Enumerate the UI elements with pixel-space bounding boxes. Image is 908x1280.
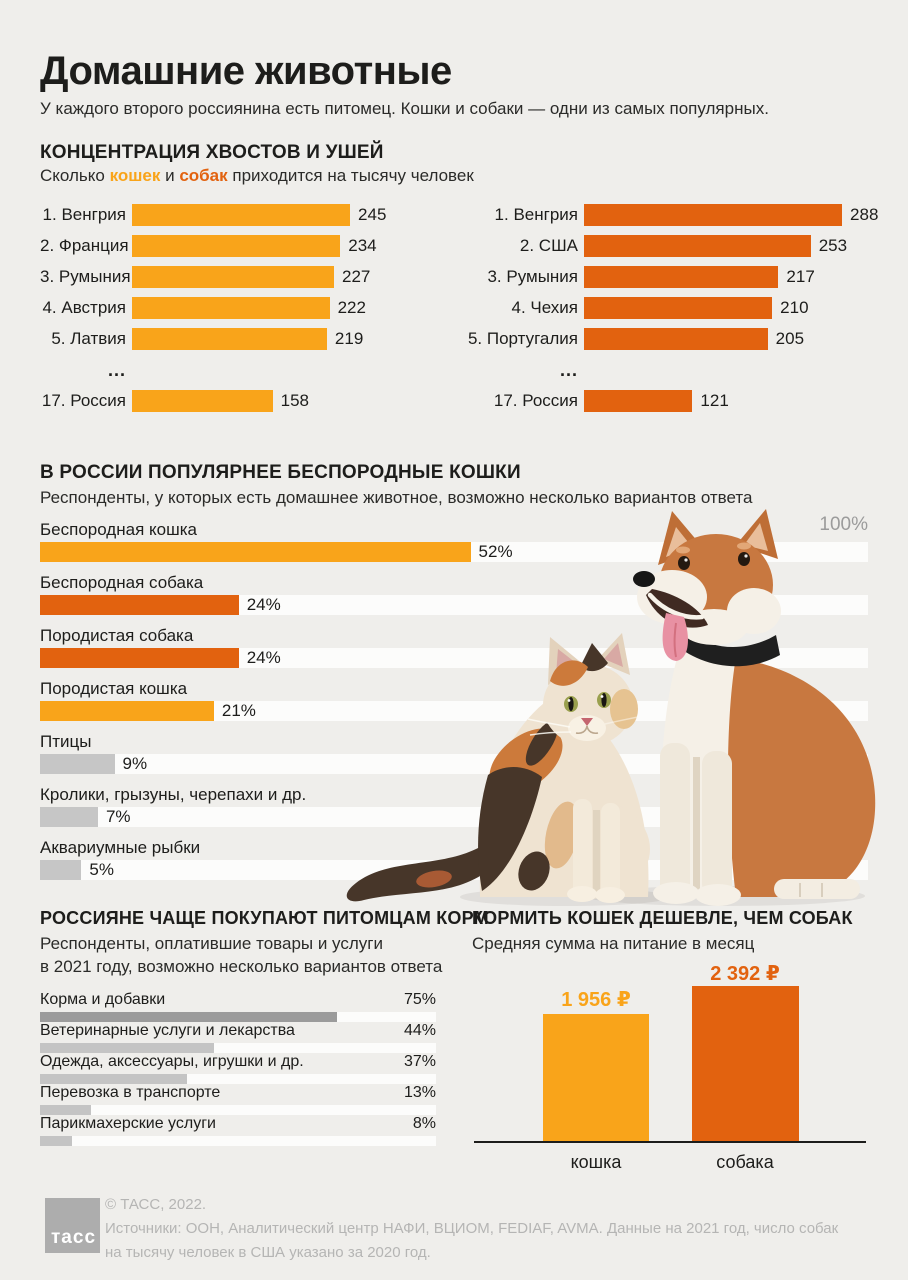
section-purchases-subtitle-line2: в 2021 году, возможно несколько вариантов ответа [40, 957, 443, 976]
rank-label: 5. Латвия [51, 329, 126, 348]
ownership-track [40, 701, 868, 721]
ownership-value: 21% [221, 701, 256, 720]
rank-row [450, 266, 878, 288]
rank-value: 210 [780, 298, 809, 317]
ownership-row [40, 732, 868, 774]
ownership-value: 5% [89, 860, 114, 879]
rank-label: 2. Франция [40, 236, 129, 255]
word-dogs-highlight: собак [179, 166, 228, 185]
rank-value: 234 [348, 236, 377, 255]
tass-logo [45, 1198, 100, 1253]
rank-row [450, 390, 878, 412]
rank-ellipsis: ... [559, 359, 578, 380]
feeding-axis-line [474, 1141, 866, 1143]
purchase-label: Перевозка в транспорте [40, 1084, 221, 1101]
rank-value: 205 [775, 329, 805, 348]
ownership-row [40, 785, 868, 827]
ownership-bar-rodents [40, 807, 98, 827]
cat-food-label: кошка [570, 1152, 622, 1172]
dogs-bar-5 [584, 328, 768, 350]
rank-label: 2. США [519, 236, 578, 255]
section-ownership-subtitle: Респонденты, у которых есть домашнее животное, возможно несколько вариантов ответа [40, 488, 753, 507]
ownership-label: Породистая кошка [40, 679, 188, 698]
purchase-bar-food [40, 1012, 337, 1022]
footer-sources-line2: на тысячу человек в США указано за 2020 год. [105, 1244, 431, 1261]
rank-value: 217 [786, 267, 815, 286]
rank-row [40, 390, 386, 412]
cats-rank-chart [40, 204, 386, 421]
ownership-track [40, 860, 868, 880]
rank-row [40, 266, 386, 288]
rank-value: 227 [342, 267, 371, 286]
ownership-label: Кролики, грызуны, черепахи и др. [40, 785, 307, 804]
purchase-track [40, 1074, 436, 1084]
cats-bar-1 [132, 204, 350, 226]
rank-value: 222 [337, 298, 366, 317]
dogs-bar-1 [584, 204, 842, 226]
purchase-row [40, 1084, 436, 1115]
tass-logo-text: тасс [51, 1227, 97, 1248]
ownership-bar-mixed-dog [40, 595, 239, 615]
purchase-bar-transport [40, 1105, 91, 1115]
section-feeding-subtitle: Средняя сумма на питание в месяц [472, 934, 755, 953]
rank-ellipsis: ... [107, 359, 126, 380]
purchase-bar-vet [40, 1043, 214, 1053]
rank-ellipsis-row [450, 359, 878, 381]
purchase-track [40, 1012, 436, 1022]
ownership-value: 52% [478, 542, 513, 561]
purchase-bar-clothes [40, 1074, 187, 1084]
ownership-bar-birds [40, 754, 115, 774]
dogs-bar-3 [584, 266, 778, 288]
purchase-label: Ветеринарные услуги и лекарства [40, 1022, 295, 1039]
rank-label: 4. Чехия [511, 298, 578, 317]
ownership-label: Беспородная собака [40, 573, 204, 592]
ownership-axis-max-label: 100% [819, 514, 868, 535]
cats-bar-5 [132, 328, 327, 350]
purchases-chart [40, 991, 436, 1146]
rank-value: 288 [850, 205, 879, 224]
rank-label: 1. Венгрия [494, 205, 578, 224]
purchase-value: 75% [403, 991, 436, 1008]
rank-row [450, 328, 878, 350]
purchase-value: 13% [403, 1084, 436, 1101]
dog-food-bar [692, 986, 799, 1141]
cat-food-value: 1 956 ₽ [561, 989, 631, 1011]
ownership-track [40, 595, 868, 615]
rank-row [450, 235, 878, 257]
purchase-value: 44% [403, 1022, 436, 1039]
ownership-bar-purebred-dog [40, 648, 239, 668]
rank-value: 219 [334, 329, 364, 348]
ownership-value: 24% [246, 648, 281, 667]
ownership-bar-mixed-cat [40, 542, 471, 562]
cat-food-bar [543, 1014, 649, 1141]
purchase-value: 37% [403, 1053, 436, 1070]
rank-ellipsis-row [40, 359, 386, 381]
purchase-label: Одежда, аксессуары, игрушки и др. [40, 1053, 304, 1070]
rank-label: 3. Румыния [487, 267, 578, 286]
ownership-label: Породистая собака [40, 626, 194, 645]
dogs-bar-4 [584, 297, 772, 319]
rank-label: 1. Венгрия [42, 205, 126, 224]
section-purchases-subtitle-line1: Респонденты, оплатившие товары и услуги [40, 934, 383, 953]
rank-value: 245 [358, 205, 387, 224]
rank-row [450, 297, 878, 319]
purchase-row [40, 1022, 436, 1053]
rank-label: 4. Австрия [42, 298, 126, 317]
rank-row [40, 297, 386, 319]
section-density-subtitle [40, 166, 474, 186]
density-sub-and: и [160, 166, 180, 185]
purchase-track [40, 1043, 436, 1053]
purchase-bar-grooming [40, 1136, 72, 1146]
cats-bar-4 [132, 297, 330, 319]
section-ownership-heading: В РОССИИ ПОПУЛЯРНЕЕ БЕСПОРОДНЫЕ КОШКИ [40, 462, 521, 483]
ownership-value: 7% [105, 807, 131, 826]
cats-bar-17 [132, 390, 273, 412]
purchase-track [40, 1105, 436, 1115]
purchase-row [40, 1053, 436, 1084]
page-title: Домашние животные [40, 48, 452, 93]
dogs-rank-chart [450, 204, 878, 421]
purchase-value: 8% [412, 1115, 436, 1132]
ownership-track [40, 807, 868, 827]
ownership-track [40, 648, 868, 668]
ownership-row [40, 679, 868, 721]
ownership-value: 9% [122, 754, 148, 773]
section-feeding-heading: КОРМИТЬ КОШЕК ДЕШЕВЛЕ, ЧЕМ СОБАК [472, 908, 853, 928]
ownership-row [40, 838, 868, 880]
footer-sources-line1: Источники: ООН, Аналитический центр НАФИ, ВЦИОМ, FEDIAF, AVMA. Данные на 2021 год, число собак [105, 1220, 839, 1237]
word-cats-highlight: кошек [109, 166, 161, 185]
ownership-chart [40, 520, 868, 891]
ownership-row [40, 520, 868, 562]
rank-label: 5. Португалия [467, 329, 578, 348]
section-purchases-heading: РОССИЯНЕ ЧАЩЕ ПОКУПАЮТ ПИТОМЦАМ КОРМ [40, 908, 489, 928]
dog-food-label: собака [716, 1152, 774, 1172]
purchase-row [40, 1115, 436, 1146]
ownership-bar-fish [40, 860, 81, 880]
density-sub-suffix: приходится на тысячу человек [227, 166, 474, 185]
rank-row [40, 328, 386, 350]
purchase-track [40, 1136, 436, 1146]
ownership-track [40, 542, 868, 562]
section-density-heading: КОНЦЕНТРАЦИЯ ХВОСТОВ И УШЕЙ [40, 142, 384, 163]
purchase-label: Корма и добавки [40, 991, 166, 1008]
purchase-label: Парикмахерские услуги [40, 1115, 216, 1132]
ownership-value: 24% [246, 595, 281, 614]
rank-value: 158 [280, 391, 309, 410]
rank-row [450, 204, 878, 226]
density-sub-prefix: Сколько [40, 166, 110, 185]
ownership-row [40, 573, 868, 615]
footer-copyright: © ТАСС, 2022. [105, 1196, 207, 1213]
ownership-bar-purebred-cat [40, 701, 214, 721]
ownership-row [40, 626, 868, 668]
rank-row [40, 235, 386, 257]
cats-bar-2 [132, 235, 340, 257]
rank-label: 3. Румыния [40, 267, 131, 286]
rank-label: 17. Россия [41, 391, 126, 410]
intro-text: У каждого второго россиянина есть питомец. Кошки и собаки — одни из самых популярных. [40, 99, 769, 118]
purchase-row [40, 991, 436, 1022]
ownership-label: Беспородная кошка [40, 520, 197, 539]
dogs-bar-17 [584, 390, 692, 412]
dog-food-value: 2 392 ₽ [710, 963, 780, 985]
ownership-label: Птицы [40, 732, 92, 751]
ownership-label: Аквариумные рыбки [40, 838, 201, 857]
rank-value: 253 [818, 236, 848, 255]
cats-bar-3 [132, 266, 334, 288]
ownership-track [40, 754, 868, 774]
rank-value: 121 [700, 391, 729, 410]
rank-row [40, 204, 386, 226]
rank-label: 17. Россия [493, 391, 578, 410]
dogs-bar-2 [584, 235, 811, 257]
